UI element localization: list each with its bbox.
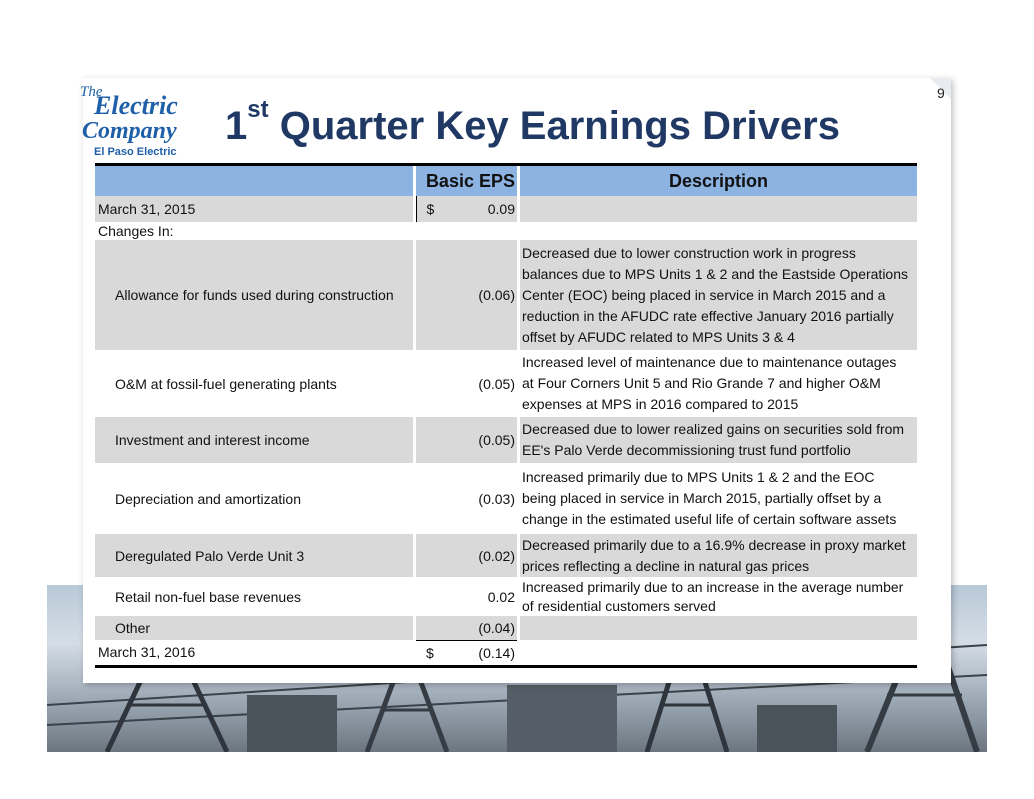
table-row [95, 616, 917, 640]
table-row-start [95, 196, 917, 222]
table-row [95, 240, 917, 350]
table-row-changes-label [95, 222, 917, 240]
description-line: Decreased due to lower realized gains on securities sold from [522, 421, 905, 437]
logo-line-company: Company [82, 118, 177, 144]
start-value: 0.09 [487, 201, 515, 217]
title-ordinal-suffix: st [247, 96, 269, 123]
row-item: O&M at fossil-fuel generating plants [115, 375, 337, 392]
page-title [225, 96, 840, 149]
table-row-end [95, 640, 917, 666]
description-line: EE's Palo Verde decommissioning trust fund portfolio [522, 442, 851, 458]
row-item: Investment and interest income [95, 417, 413, 463]
row-item: Deregulated Palo Verde Unit 3 [95, 534, 413, 577]
description-line: being placed in service in March 2015, partially offset by a [522, 490, 882, 506]
row-eps: (0.05) [416, 417, 517, 463]
row-item: Other [95, 616, 413, 640]
header-basic-eps: Basic EPS [416, 165, 517, 197]
logo-tagline: El Paso Electric [94, 146, 177, 158]
title-text: Quarter Key Earnings Drivers [268, 104, 840, 148]
description-line: offset by AFUDC related to MPS Units 3 & 4 [522, 328, 795, 345]
end-desc [520, 640, 917, 666]
row-description [520, 350, 917, 417]
row-eps: 0.02 [487, 588, 515, 605]
start-value-cell [416, 196, 517, 222]
row-eps: (0.04) [416, 616, 517, 640]
description-line: Increased primarily due to an increase in the average number [522, 578, 904, 595]
description-line: Increased level of maintenance due to maintenance outages [522, 354, 897, 370]
start-desc [520, 196, 917, 222]
row-eps: (0.03) [478, 490, 515, 507]
earnings-drivers-table [95, 163, 917, 668]
header-item [95, 165, 413, 197]
row-description [520, 417, 917, 463]
table-row [95, 577, 917, 616]
description-line: Increased primarily due to MPS Units 1 & 2 and the EOC [522, 469, 875, 485]
description-line: prices reflecting a decline in natural gas prices [522, 557, 810, 574]
header-description: Description [520, 165, 917, 197]
el-paso-electric-logo [78, 78, 198, 160]
end-value-cell [416, 640, 517, 666]
table-row [95, 463, 917, 534]
description-line: balances due to MPS Units 1 & 2 and the Eastside Operations [522, 265, 909, 282]
description-line: change in the estimated useful life of certain software assets [522, 511, 897, 527]
row-eps: (0.02) [416, 534, 517, 577]
description-line: Decreased primarily due to a 16.9% decrease in proxy market [522, 536, 906, 553]
description-line: Decreased due to lower construction work in progress [522, 244, 856, 261]
changes-label: Changes In: [98, 223, 174, 239]
start-label: March 31, 2015 [95, 196, 413, 222]
title-ordinal: 1 [225, 104, 248, 148]
description-line: reduction in the AFUDC rate effective January 2016 partially [522, 307, 894, 324]
logo-line-the: The [80, 84, 103, 100]
end-value: (0.14) [478, 644, 515, 661]
row-description [520, 240, 917, 350]
start-currency: $ [426, 201, 435, 217]
row-description [520, 616, 917, 640]
row-description [520, 577, 917, 616]
row-item: Retail non-fuel base revenues [115, 588, 302, 605]
row-item: Allowance for funds used during construction [95, 240, 413, 350]
row-description [520, 463, 917, 534]
row-eps: (0.05) [478, 375, 515, 392]
description-line: at Four Corners Unit 5 and Rio Grande 7 and higher O&M [522, 375, 881, 391]
row-item: Depreciation and amortization [115, 490, 301, 507]
table-header-row [95, 165, 917, 197]
row-description [520, 534, 917, 577]
table-row [95, 534, 917, 577]
table-row [95, 417, 917, 463]
end-label: March 31, 2016 [95, 640, 413, 666]
description-line: Center (EOC) being placed in service in March 2015 and a [522, 286, 886, 303]
page-number: 9 [937, 85, 945, 101]
table-row [95, 350, 917, 417]
logo-line-electric: Electric [94, 91, 178, 120]
description-line: expenses at MPS in 2016 compared to 2015 [522, 396, 799, 412]
end-currency: $ [426, 644, 434, 661]
row-eps: (0.06) [416, 240, 517, 350]
description-line: of residential customers served [522, 597, 716, 614]
